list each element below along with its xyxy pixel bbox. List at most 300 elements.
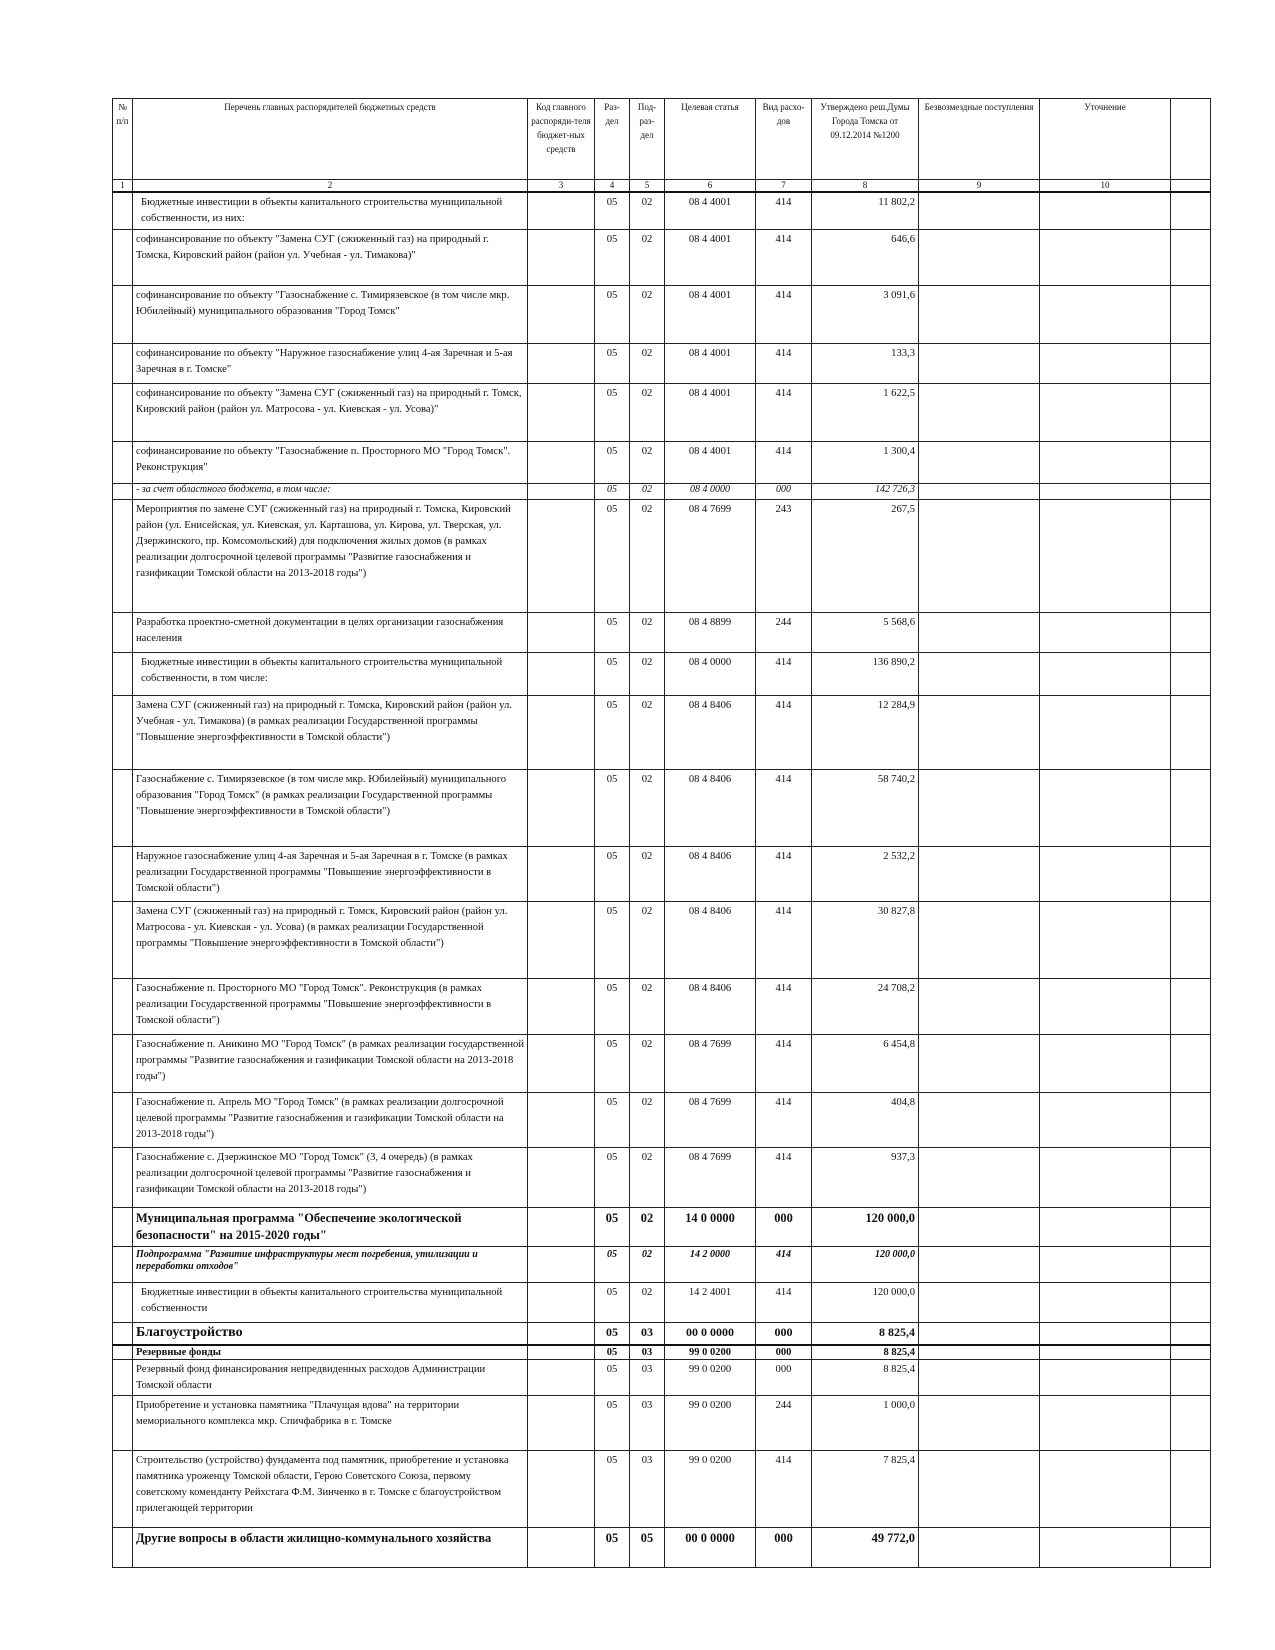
row-grants: [919, 1035, 1040, 1093]
row-grants: [919, 1345, 1040, 1360]
row-name: софинансирование по объекту "Газоснабжение с. Тимирязевское (в том числе мкр. Юбилейный) муниципального образования "Город Томск": [133, 286, 528, 344]
row-number: [113, 1345, 133, 1360]
table-row: [113, 500, 1211, 613]
row-number: [113, 1451, 133, 1528]
row-number: [113, 344, 133, 384]
row-approved-sum: 8 825,4: [812, 1345, 919, 1360]
row-expense-type: 000: [756, 484, 812, 500]
table-row: [113, 1246, 1211, 1282]
row-expense-type: 414: [756, 286, 812, 344]
table-row: [113, 192, 1211, 230]
budget-sheet: [112, 98, 1211, 1568]
row-grants: [919, 500, 1040, 613]
row-name: Газоснабжение п. Просторного МО "Город Томск". Реконструкция (в рамках реализации Государственной программы "Повышение энергоэффективности в Томской области"): [133, 979, 528, 1035]
row-code: [528, 1093, 595, 1148]
row-expense-type: 414: [756, 1035, 812, 1093]
table-row: [113, 1208, 1211, 1246]
row-approved-sum: 24 708,2: [812, 979, 919, 1035]
row-expense-type: 414: [756, 902, 812, 979]
row-name: Разработка проектно-сметной документации в целях организации газоснабжения населения: [133, 613, 528, 653]
row-approved-sum: 30 827,8: [812, 902, 919, 979]
row-extra: [1171, 442, 1211, 484]
table-row: [113, 696, 1211, 770]
row-extra: [1171, 696, 1211, 770]
row-name: Газоснабжение с. Дзержинское МО "Город Томск" (3, 4 очередь) (в рамках реализации долгосрочной целевой программы "Развитие газоснабжения и газификации Томской области на 2013-2018 годы"): [133, 1148, 528, 1208]
row-podrazdel: 02: [630, 344, 665, 384]
row-podrazdel: 02: [630, 442, 665, 484]
row-grants: [919, 1359, 1040, 1396]
row-expense-type: 414: [756, 696, 812, 770]
row-razdel: 05: [595, 1322, 630, 1344]
colnum: 3: [528, 180, 595, 192]
header-cs: Целевая статья: [665, 99, 756, 180]
header-row: [113, 99, 1211, 180]
row-razdel: 05: [595, 696, 630, 770]
row-extra: [1171, 1359, 1211, 1396]
row-approved-sum: 120 000,0: [812, 1282, 919, 1322]
row-extra: [1171, 613, 1211, 653]
row-expense-type: 414: [756, 384, 812, 442]
row-clarification: [1040, 979, 1171, 1035]
row-podrazdel: 02: [630, 1035, 665, 1093]
row-grants: [919, 442, 1040, 484]
row-code: [528, 192, 595, 230]
row-podrazdel: 02: [630, 1282, 665, 1322]
row-razdel: 05: [595, 1148, 630, 1208]
table-body: [113, 192, 1211, 1568]
row-expense-type: 000: [756, 1322, 812, 1344]
row-razdel: 05: [595, 1396, 630, 1451]
table-row: [113, 230, 1211, 286]
row-code: [528, 1246, 595, 1282]
row-name: софинансирование по объекту "Наружное газоснабжение улиц 4-ая Заречная и 5-ая Заречная в г. Томске": [133, 344, 528, 384]
table-row: [113, 770, 1211, 847]
row-target-article: 08 4 7699: [665, 1148, 756, 1208]
row-target-article: 08 4 7699: [665, 1093, 756, 1148]
row-name: Бюджетные инвестиции в объекты капитального строительства муниципальной собственности, в том числе:: [133, 653, 528, 696]
row-code: [528, 1322, 595, 1344]
row-clarification: [1040, 1093, 1171, 1148]
row-grants: [919, 1148, 1040, 1208]
row-target-article: 14 0 0000: [665, 1208, 756, 1246]
row-name: Замена СУГ (сжиженный газ) на природный г. Томска, Кировский район (район ул. Учебная - ул. Тимакова) (в рамках реализации Государственной программы "Повышение энергоэффективности в Томской области"): [133, 696, 528, 770]
row-podrazdel: 02: [630, 979, 665, 1035]
table-row: [113, 902, 1211, 979]
row-number: [113, 384, 133, 442]
row-expense-type: 000: [756, 1345, 812, 1360]
row-extra: [1171, 770, 1211, 847]
table-row: [113, 1035, 1211, 1093]
row-code: [528, 770, 595, 847]
table-row: [113, 1528, 1211, 1568]
row-name: Муниципальная программа "Обеспечение экологической безопасности" на 2015-2020 годы": [133, 1208, 528, 1246]
row-clarification: [1040, 192, 1171, 230]
row-extra: [1171, 1282, 1211, 1322]
row-grants: [919, 1246, 1040, 1282]
row-grants: [919, 1528, 1040, 1568]
row-clarification: [1040, 770, 1171, 847]
row-number: [113, 613, 133, 653]
row-extra: [1171, 230, 1211, 286]
row-number: [113, 230, 133, 286]
row-expense-type: 414: [756, 653, 812, 696]
row-code: [528, 484, 595, 500]
header-grants: Безвозмездные поступления: [919, 99, 1040, 180]
row-approved-sum: 3 091,6: [812, 286, 919, 344]
row-target-article: 08 4 8406: [665, 696, 756, 770]
row-code: [528, 696, 595, 770]
colnum: 6: [665, 180, 756, 192]
row-code: [528, 344, 595, 384]
row-name: Газоснабжение с. Тимирязевское (в том числе мкр. Юбилейный) муниципального образования "Город Томск" (в рамках реализации Государственной программы "Повышение энергоэффективности в Томской области"): [133, 770, 528, 847]
row-razdel: 05: [595, 384, 630, 442]
row-code: [528, 1528, 595, 1568]
row-podrazdel: 03: [630, 1396, 665, 1451]
row-code: [528, 384, 595, 442]
row-grants: [919, 847, 1040, 902]
row-target-article: 00 0 0000: [665, 1322, 756, 1344]
header-code: Код главного распоряди-теля бюджет-ных средств: [528, 99, 595, 180]
row-podrazdel: 02: [630, 230, 665, 286]
row-target-article: 08 4 4001: [665, 286, 756, 344]
row-podrazdel: 02: [630, 1093, 665, 1148]
row-razdel: 05: [595, 653, 630, 696]
table-row: [113, 1322, 1211, 1344]
row-number: [113, 500, 133, 613]
table-row: [113, 442, 1211, 484]
row-code: [528, 230, 595, 286]
row-number: [113, 484, 133, 500]
row-target-article: 08 4 4001: [665, 384, 756, 442]
row-extra: [1171, 192, 1211, 230]
row-grants: [919, 653, 1040, 696]
row-target-article: 99 0 0200: [665, 1345, 756, 1360]
row-name: софинансирование по объекту "Газоснабжение п. Просторного МО "Город Томск". Реконструкция": [133, 442, 528, 484]
row-extra: [1171, 902, 1211, 979]
row-approved-sum: 267,5: [812, 500, 919, 613]
row-code: [528, 1359, 595, 1396]
row-target-article: 14 2 4001: [665, 1282, 756, 1322]
row-extra: [1171, 1451, 1211, 1528]
row-razdel: 05: [595, 1093, 630, 1148]
row-clarification: [1040, 696, 1171, 770]
table-row: [113, 847, 1211, 902]
row-approved-sum: 49 772,0: [812, 1528, 919, 1568]
row-podrazdel: 03: [630, 1451, 665, 1528]
row-target-article: 99 0 0200: [665, 1451, 756, 1528]
row-grants: [919, 979, 1040, 1035]
colnum: 7: [756, 180, 812, 192]
row-clarification: [1040, 442, 1171, 484]
row-razdel: 05: [595, 484, 630, 500]
row-razdel: 05: [595, 1282, 630, 1322]
row-razdel: 05: [595, 1528, 630, 1568]
row-approved-sum: 7 825,4: [812, 1451, 919, 1528]
row-podrazdel: 05: [630, 1528, 665, 1568]
row-target-article: 08 4 7699: [665, 500, 756, 613]
row-razdel: 05: [595, 1035, 630, 1093]
colnum: 9: [919, 180, 1040, 192]
row-podrazdel: 02: [630, 384, 665, 442]
row-number: [113, 1246, 133, 1282]
row-clarification: [1040, 1035, 1171, 1093]
row-grants: [919, 384, 1040, 442]
table-row: [113, 653, 1211, 696]
row-extra: [1171, 500, 1211, 613]
row-number: [113, 653, 133, 696]
row-clarification: [1040, 902, 1171, 979]
colnum: 5: [630, 180, 665, 192]
row-razdel: 05: [595, 1345, 630, 1360]
header-approved: Утверждено реш.Думы Города Томска от 09.12.2014 №1200: [812, 99, 919, 180]
row-number: [113, 1322, 133, 1344]
row-clarification: [1040, 484, 1171, 500]
row-target-article: 14 2 0000: [665, 1246, 756, 1282]
row-code: [528, 1148, 595, 1208]
row-razdel: 05: [595, 770, 630, 847]
row-razdel: 05: [595, 442, 630, 484]
row-clarification: [1040, 384, 1171, 442]
row-podrazdel: 02: [630, 1208, 665, 1246]
row-extra: [1171, 1246, 1211, 1282]
row-razdel: 05: [595, 230, 630, 286]
row-grants: [919, 1208, 1040, 1246]
row-approved-sum: 120 000,0: [812, 1208, 919, 1246]
row-podrazdel: 02: [630, 902, 665, 979]
colnum: [1171, 180, 1211, 192]
row-target-article: 08 4 0000: [665, 653, 756, 696]
row-expense-type: 414: [756, 979, 812, 1035]
row-number: [113, 979, 133, 1035]
row-target-article: 08 4 8406: [665, 902, 756, 979]
header-clarification: Уточнение: [1040, 99, 1171, 180]
row-clarification: [1040, 1451, 1171, 1528]
row-code: [528, 1396, 595, 1451]
row-clarification: [1040, 1359, 1171, 1396]
row-code: [528, 500, 595, 613]
row-podrazdel: 02: [630, 286, 665, 344]
row-name: Мероприятия по замене СУГ (сжиженный газ) на природный г. Томска, Кировский район (ул. Енисейская, ул. Киевская, ул. Карташова, ул. Кирова, ул. Тверская, ул. Дзержинского, пр. Комсомольский) для подключения жилых домов (в рамках реализации долгосрочной целевой программы "Развитие газоснабжения и газификации Томской области на 2013-2018 годы"): [133, 500, 528, 613]
row-approved-sum: 8 825,4: [812, 1322, 919, 1344]
row-clarification: [1040, 230, 1171, 286]
row-clarification: [1040, 613, 1171, 653]
row-code: [528, 1035, 595, 1093]
table-row: [113, 1345, 1211, 1360]
row-name: Строительство (устройство) фундамента под памятник, приобретение и установка памятника уроженцу Томской области, Герою Советского Союза, первому советскому коменданту Рейхстага Ф.М. Зинченко в г. Томске с благоустройством прилегающей территории: [133, 1451, 528, 1528]
row-name: Газоснабжение п. Аникино МО "Город Томск" (в рамках реализации государственной программы "Развитие газоснабжения и газификации Томской области на 2013-2018 годы"): [133, 1035, 528, 1093]
row-podrazdel: 02: [630, 770, 665, 847]
row-grants: [919, 1093, 1040, 1148]
row-podrazdel: 03: [630, 1359, 665, 1396]
row-name: Другие вопросы в области жилищно-коммунального хозяйства: [133, 1528, 528, 1568]
budget-table: [112, 98, 1211, 1568]
colnum: 2: [133, 180, 528, 192]
row-clarification: [1040, 1345, 1171, 1360]
row-grants: [919, 613, 1040, 653]
row-clarification: [1040, 1148, 1171, 1208]
row-expense-type: 414: [756, 770, 812, 847]
column-numbers-row: [113, 180, 1211, 192]
header-vr: Вид расхо-дов: [756, 99, 812, 180]
row-clarification: [1040, 1246, 1171, 1282]
row-podrazdel: 02: [630, 696, 665, 770]
row-clarification: [1040, 1528, 1171, 1568]
table-row: [113, 1451, 1211, 1528]
row-clarification: [1040, 653, 1171, 696]
row-expense-type: 243: [756, 500, 812, 613]
row-approved-sum: 937,3: [812, 1148, 919, 1208]
row-target-article: 99 0 0200: [665, 1359, 756, 1396]
row-grants: [919, 286, 1040, 344]
row-extra: [1171, 847, 1211, 902]
row-extra: [1171, 653, 1211, 696]
row-expense-type: 414: [756, 1451, 812, 1528]
row-code: [528, 1282, 595, 1322]
row-number: [113, 696, 133, 770]
row-extra: [1171, 1345, 1211, 1360]
row-expense-type: 414: [756, 230, 812, 286]
row-extra: [1171, 1208, 1211, 1246]
row-extra: [1171, 1093, 1211, 1148]
header-podrazdel: Под-раз-дел: [630, 99, 665, 180]
row-grants: [919, 1451, 1040, 1528]
row-number: [113, 1208, 133, 1246]
row-number: [113, 1528, 133, 1568]
row-clarification: [1040, 1396, 1171, 1451]
header-name: Перечень главных распорядителей бюджетных средств: [133, 99, 528, 180]
row-target-article: 08 4 8406: [665, 847, 756, 902]
row-approved-sum: 6 454,8: [812, 1035, 919, 1093]
colnum: 4: [595, 180, 630, 192]
row-approved-sum: 142 726,3: [812, 484, 919, 500]
row-extra: [1171, 979, 1211, 1035]
row-code: [528, 1345, 595, 1360]
row-code: [528, 653, 595, 696]
row-name: софинансирование по объекту "Замена СУГ (сжиженный газ) на природный г. Томска, Кировский район (район ул. Учебная - ул. Тимакова)": [133, 230, 528, 286]
row-number: [113, 1359, 133, 1396]
row-extra: [1171, 1396, 1211, 1451]
row-razdel: 05: [595, 1208, 630, 1246]
row-number: [113, 1093, 133, 1148]
colnum: 10: [1040, 180, 1171, 192]
row-podrazdel: 02: [630, 500, 665, 613]
row-name: Газоснабжение п. Апрель МО "Город Томск" (в рамках реализации долгосрочной целевой программы "Развитие газоснабжения и газификации Томской области на 2013-2018 годы"): [133, 1093, 528, 1148]
table-row: [113, 1396, 1211, 1451]
row-expense-type: 244: [756, 1396, 812, 1451]
row-approved-sum: 120 000,0: [812, 1246, 919, 1282]
row-approved-sum: 133,3: [812, 344, 919, 384]
row-extra: [1171, 384, 1211, 442]
row-clarification: [1040, 1322, 1171, 1344]
table-row: [113, 1093, 1211, 1148]
row-number: [113, 442, 133, 484]
row-grants: [919, 696, 1040, 770]
table-row: [113, 979, 1211, 1035]
row-razdel: 05: [595, 1359, 630, 1396]
row-code: [528, 979, 595, 1035]
row-target-article: 08 4 4001: [665, 344, 756, 384]
row-podrazdel: 03: [630, 1345, 665, 1360]
row-grants: [919, 1322, 1040, 1344]
table-row: [113, 286, 1211, 344]
row-name: софинансирование по объекту "Замена СУГ (сжиженный газ) на природный г. Томск, Кировский район (район ул. Матросова - ул. Киевская - ул. Усова)": [133, 384, 528, 442]
row-number: [113, 1282, 133, 1322]
table-row: [113, 613, 1211, 653]
row-razdel: 05: [595, 1451, 630, 1528]
header-extra: [1171, 99, 1211, 180]
table-row: [113, 344, 1211, 384]
colnum: 8: [812, 180, 919, 192]
row-name: Подпрограмма "Развитие инфраструктуры мест погребения, утилизации и переработки отходов": [133, 1246, 528, 1282]
row-code: [528, 442, 595, 484]
row-code: [528, 902, 595, 979]
row-code: [528, 1208, 595, 1246]
row-expense-type: 000: [756, 1359, 812, 1396]
row-clarification: [1040, 1208, 1171, 1246]
row-extra: [1171, 286, 1211, 344]
row-razdel: 05: [595, 286, 630, 344]
row-target-article: 08 4 4001: [665, 192, 756, 230]
row-target-article: 99 0 0200: [665, 1396, 756, 1451]
row-name: Замена СУГ (сжиженный газ) на природный г. Томск, Кировский район (район ул. Матросова - ул. Киевская - ул. Усова) (в рамках реализации Государственной программы "Повышение энергоэффективности в Томской области"): [133, 902, 528, 979]
row-name: Резервный фонд финансирования непредвиденных расходов Администрации Томской области: [133, 1359, 528, 1396]
row-extra: [1171, 1528, 1211, 1568]
row-podrazdel: 02: [630, 1246, 665, 1282]
row-target-article: 08 4 4001: [665, 442, 756, 484]
row-extra: [1171, 1148, 1211, 1208]
row-code: [528, 613, 595, 653]
row-podrazdel: 02: [630, 1148, 665, 1208]
row-grants: [919, 902, 1040, 979]
header-num: № п/п: [113, 99, 133, 180]
row-approved-sum: 8 825,4: [812, 1359, 919, 1396]
row-approved-sum: 58 740,2: [812, 770, 919, 847]
row-approved-sum: 136 890,2: [812, 653, 919, 696]
row-expense-type: 414: [756, 1148, 812, 1208]
row-razdel: 05: [595, 192, 630, 230]
row-grants: [919, 344, 1040, 384]
row-code: [528, 1451, 595, 1528]
row-number: [113, 1035, 133, 1093]
row-razdel: 05: [595, 847, 630, 902]
row-name: - за счет областного бюджета, в том числе:: [133, 484, 528, 500]
row-razdel: 05: [595, 500, 630, 613]
row-target-article: 08 4 8899: [665, 613, 756, 653]
row-expense-type: 414: [756, 344, 812, 384]
row-number: [113, 1148, 133, 1208]
row-number: [113, 902, 133, 979]
row-expense-type: 414: [756, 442, 812, 484]
row-podrazdel: 02: [630, 653, 665, 696]
row-expense-type: 414: [756, 1093, 812, 1148]
table-row: [113, 484, 1211, 500]
row-extra: [1171, 1035, 1211, 1093]
row-number: [113, 770, 133, 847]
row-grants: [919, 1396, 1040, 1451]
row-grants: [919, 1282, 1040, 1322]
row-extra: [1171, 484, 1211, 500]
header-razdel: Раз-дел: [595, 99, 630, 180]
row-name: Резервные фонды: [133, 1345, 528, 1360]
row-podrazdel: 02: [630, 192, 665, 230]
row-razdel: 05: [595, 979, 630, 1035]
row-clarification: [1040, 1282, 1171, 1322]
row-target-article: 08 4 7699: [665, 1035, 756, 1093]
table-row: [113, 1148, 1211, 1208]
row-approved-sum: 2 532,2: [812, 847, 919, 902]
row-target-article: 00 0 0000: [665, 1528, 756, 1568]
row-code: [528, 286, 595, 344]
